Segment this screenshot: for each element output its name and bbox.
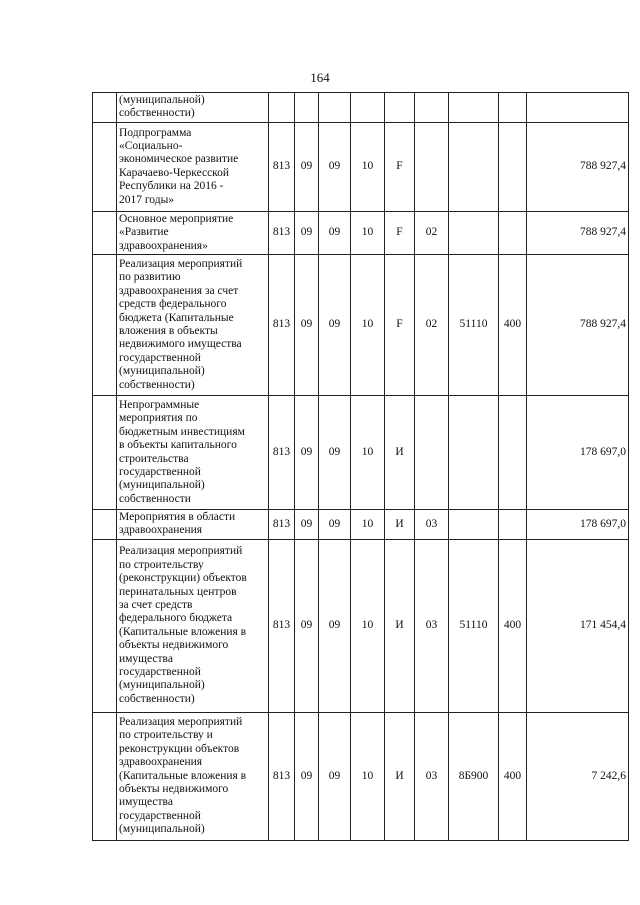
row-code-7 xyxy=(449,396,499,510)
row-name: Реализация мероприятий по развитию здравоохранения за счет средств федерального бюджета (Капитальные вложения в объекты недвижимого имущества государственной (муниципальной) собственности) xyxy=(117,255,269,396)
row-code-2: 09 xyxy=(295,539,319,712)
row-code-5: F xyxy=(385,211,415,254)
row-code-3: 09 xyxy=(319,396,351,510)
table-row xyxy=(93,712,629,840)
row-name: Непрограммные мероприятия по бюджетным инвестициям в объекты капитального строительства государственной (муниципальной) собственности xyxy=(117,396,269,510)
row-code-2 xyxy=(295,93,319,123)
row-code-4: 10 xyxy=(351,255,385,396)
row-blank-cell xyxy=(93,211,117,254)
table-row xyxy=(93,539,629,712)
row-code-6: 03 xyxy=(415,539,449,712)
row-code-3: 09 xyxy=(319,255,351,396)
row-amount: 788 927,4 xyxy=(527,211,629,254)
row-code-2: 09 xyxy=(295,122,319,211)
row-code-5: И xyxy=(385,712,415,840)
row-code-7: 51110 xyxy=(449,255,499,396)
row-name: Реализация мероприятий по строительству и реконструкции объектов здравоохранения (Капитальные вложения в объекты недвижимого имущества государственной (муниципальной) xyxy=(117,712,269,840)
row-code-6 xyxy=(415,396,449,510)
row-code-1: 813 xyxy=(269,539,295,712)
row-code-4: 10 xyxy=(351,122,385,211)
row-code-1: 813 xyxy=(269,255,295,396)
row-name: Основное мероприятие «Развитие здравоохранения» xyxy=(117,211,269,254)
row-code-8: 400 xyxy=(499,539,527,712)
row-code-6: 03 xyxy=(415,712,449,840)
row-code-7 xyxy=(449,211,499,254)
budget-table xyxy=(92,92,629,841)
row-code-5: И xyxy=(385,539,415,712)
row-code-4: 10 xyxy=(351,396,385,510)
table-body xyxy=(93,93,629,841)
row-code-5: F xyxy=(385,255,415,396)
row-code-5: И xyxy=(385,396,415,510)
row-code-6 xyxy=(415,93,449,123)
row-code-5 xyxy=(385,93,415,123)
row-code-3: 09 xyxy=(319,539,351,712)
row-code-4: 10 xyxy=(351,539,385,712)
row-code-7 xyxy=(449,510,499,540)
row-code-4 xyxy=(351,93,385,123)
row-code-3: 09 xyxy=(319,712,351,840)
row-code-8 xyxy=(499,510,527,540)
row-code-3: 09 xyxy=(319,122,351,211)
row-code-3: 09 xyxy=(319,211,351,254)
row-amount xyxy=(527,93,629,123)
row-code-8: 400 xyxy=(499,255,527,396)
row-code-7 xyxy=(449,93,499,123)
row-code-1: 813 xyxy=(269,712,295,840)
row-code-6: 02 xyxy=(415,211,449,254)
row-amount: 178 697,0 xyxy=(527,396,629,510)
row-code-6: 03 xyxy=(415,510,449,540)
row-amount: 178 697,0 xyxy=(527,510,629,540)
table-row xyxy=(93,396,629,510)
row-code-7 xyxy=(449,122,499,211)
row-code-8 xyxy=(499,396,527,510)
table-row xyxy=(93,255,629,396)
row-code-8 xyxy=(499,93,527,123)
row-blank-cell xyxy=(93,539,117,712)
row-name: (муниципальной) собственности) xyxy=(117,93,269,123)
row-code-2: 09 xyxy=(295,255,319,396)
row-amount: 7 242,6 xyxy=(527,712,629,840)
row-blank-cell xyxy=(93,93,117,123)
row-code-3 xyxy=(319,93,351,123)
row-code-5: И xyxy=(385,510,415,540)
row-code-1: 813 xyxy=(269,396,295,510)
row-code-4: 10 xyxy=(351,510,385,540)
row-blank-cell xyxy=(93,396,117,510)
table-row xyxy=(93,211,629,254)
row-code-4: 10 xyxy=(351,712,385,840)
row-blank-cell xyxy=(93,122,117,211)
row-amount: 788 927,4 xyxy=(527,255,629,396)
row-code-1: 813 xyxy=(269,510,295,540)
row-code-2: 09 xyxy=(295,396,319,510)
row-name: Подпрограмма «Социально- экономическое развитие Карачаево-Черкесской Республики на 2016 - 2017 годы» xyxy=(117,122,269,211)
row-code-1: 813 xyxy=(269,211,295,254)
row-code-8 xyxy=(499,122,527,211)
row-code-7: 8Б900 xyxy=(449,712,499,840)
row-code-2: 09 xyxy=(295,211,319,254)
row-blank-cell xyxy=(93,510,117,540)
page-number: 164 xyxy=(310,70,330,85)
row-code-8: 400 xyxy=(499,712,527,840)
row-blank-cell xyxy=(93,255,117,396)
row-amount: 788 927,4 xyxy=(527,122,629,211)
table-row xyxy=(93,122,629,211)
row-name: Реализация мероприятий по строительству (реконструкции) объектов перинатальных центров за счет средств федерального бюджета (Капитальные вложения в объекты недвижимого имущества государственной (муниципальной) собственности) xyxy=(117,539,269,712)
row-code-1: 813 xyxy=(269,122,295,211)
row-code-1 xyxy=(269,93,295,123)
row-code-5: F xyxy=(385,122,415,211)
row-code-6 xyxy=(415,122,449,211)
row-blank-cell xyxy=(93,712,117,840)
table-row xyxy=(93,93,629,123)
row-code-4: 10 xyxy=(351,211,385,254)
row-code-3: 09 xyxy=(319,510,351,540)
row-code-2: 09 xyxy=(295,510,319,540)
row-name: Мероприятия в области здравоохранения xyxy=(117,510,269,540)
table-row xyxy=(93,510,629,540)
row-code-2: 09 xyxy=(295,712,319,840)
row-code-8 xyxy=(499,211,527,254)
row-code-7: 51110 xyxy=(449,539,499,712)
row-amount: 171 454,4 xyxy=(527,539,629,712)
row-code-6: 02 xyxy=(415,255,449,396)
